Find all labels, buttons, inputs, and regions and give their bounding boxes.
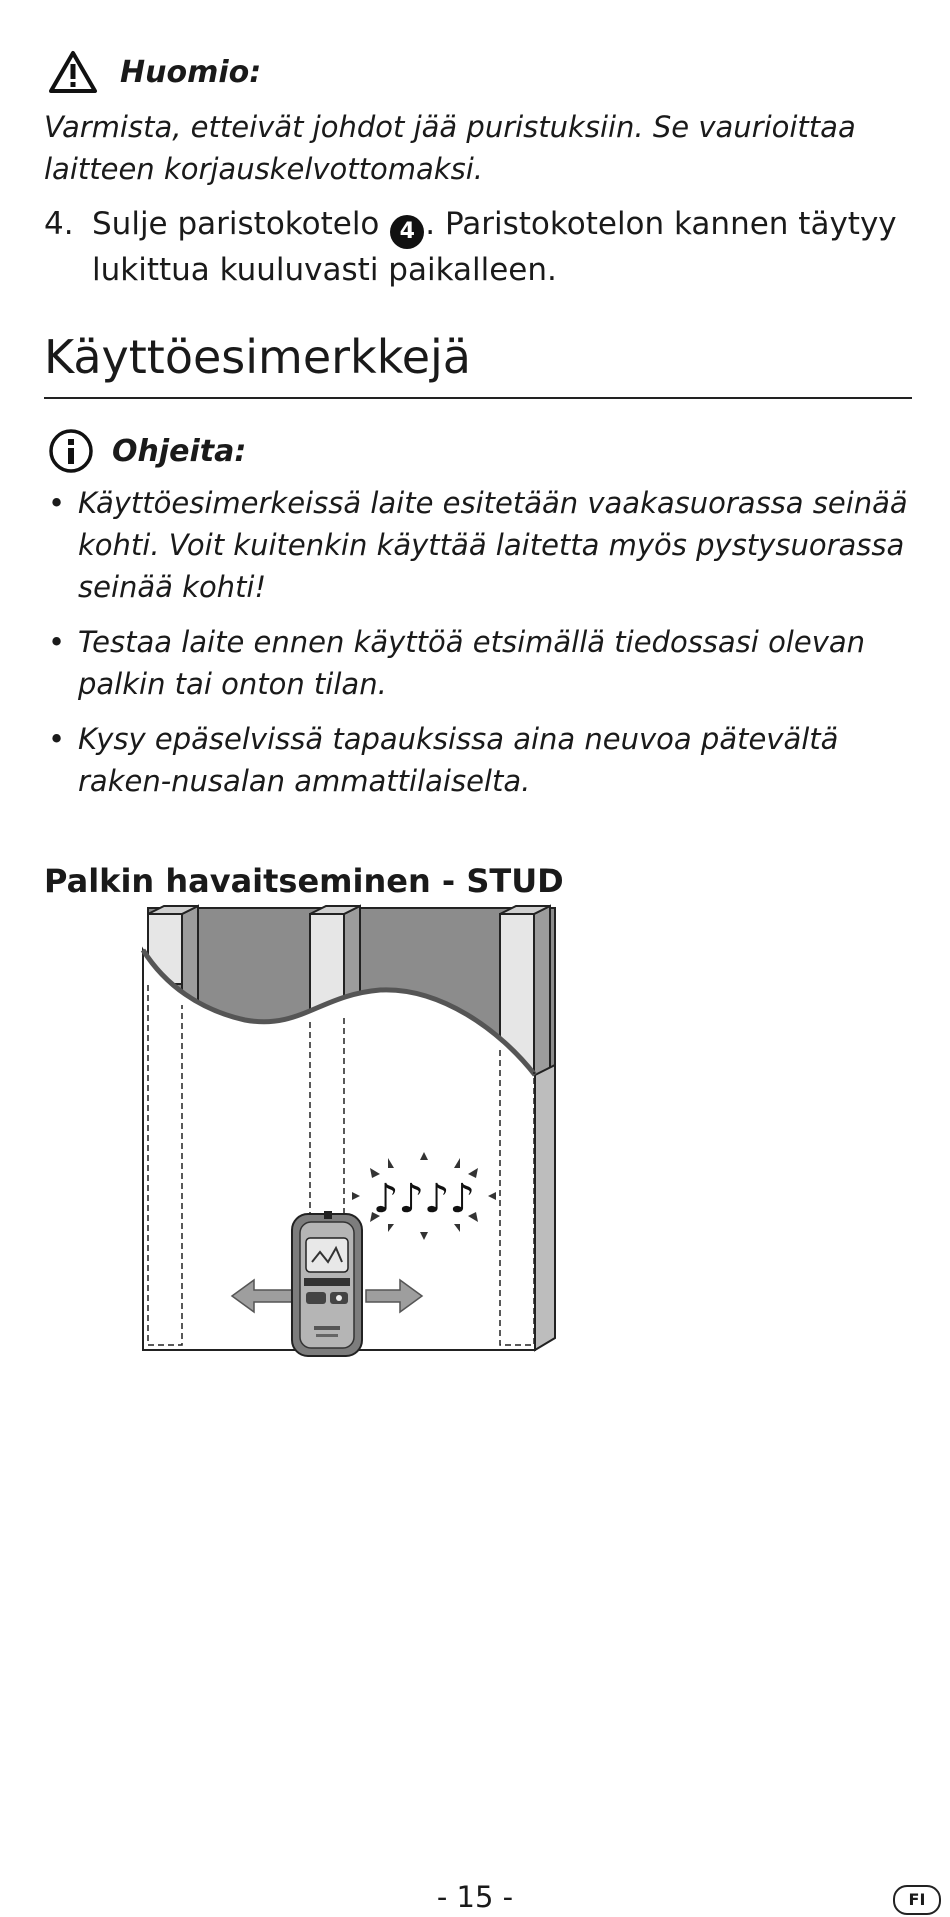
notes-list bbox=[44, 482, 924, 815]
caution-title bbox=[48, 50, 261, 94]
stud-detection-illustration bbox=[135, 900, 565, 1365]
stud-detector-device bbox=[292, 1211, 362, 1356]
notes-title-text: Ohjeita: bbox=[112, 433, 247, 469]
page-number: - 15 - bbox=[436, 1880, 514, 1914]
step-4 bbox=[44, 203, 924, 291]
notes-title bbox=[48, 428, 246, 474]
step-text-after: . Paristokotelon kannen täytyy lukittua kuuluvasti paikalleen. bbox=[92, 206, 897, 288]
list-item: • Kysy epäselvissä tapauksissa aina neuvoa pätevältä raken-nusalan ammattilaiselta. bbox=[44, 718, 924, 802]
list-item: • Testaa laite ennen käyttöä etsimällä tiedossasi olevan palkin tai onton tilan. bbox=[44, 621, 924, 705]
section-heading: Käyttöesimerkkejä bbox=[44, 330, 471, 384]
warning-triangle-icon bbox=[48, 50, 98, 94]
bullet-icon: • bbox=[48, 722, 66, 756]
language-badge: FI bbox=[893, 1885, 941, 1915]
step-text-before: Sulje paristokotelo bbox=[92, 206, 380, 242]
bullet-icon: • bbox=[48, 625, 66, 659]
step-number: 4. bbox=[44, 206, 74, 242]
info-icon bbox=[48, 428, 94, 474]
caution-text: Varmista, etteivät johdot jää puristuksiin. Se vaurioittaa laitteen korjauskelvottomaksi. bbox=[44, 110, 856, 186]
part-reference-badge: 4 bbox=[390, 215, 424, 249]
bullet-icon: • bbox=[48, 486, 66, 520]
step-body bbox=[92, 203, 924, 291]
section-divider bbox=[44, 397, 912, 399]
beep-notes-icon: ♪♪♪♪ bbox=[372, 1176, 476, 1222]
subsection-heading: Palkin havaitseminen - STUD bbox=[44, 862, 564, 900]
list-item: • Käyttöesimerkeissä laite esitetään vaakasuorassa seinää kohti. Voit kuitenkin käyttää laitetta myös pystysuorassa seinää kohti! bbox=[44, 482, 924, 608]
caution-title-text: Huomio: bbox=[120, 54, 262, 90]
